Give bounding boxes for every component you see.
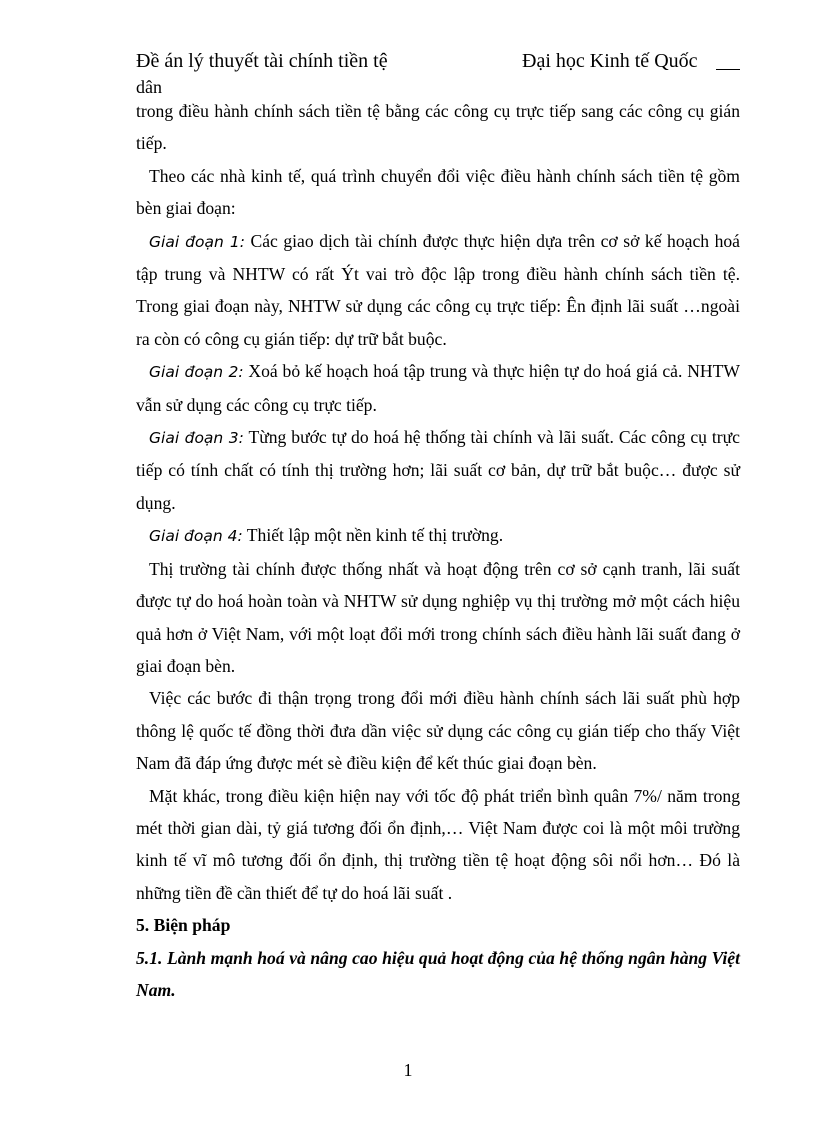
header-title-left: Đề án lý thuyết tài chính tiền tệ xyxy=(136,50,388,72)
header-underline-extension xyxy=(716,69,740,70)
stage-text: Thiết lập một nền kinh tế thị trường. xyxy=(242,525,504,546)
stage-label: Giai đoạn 1: xyxy=(149,232,245,251)
section-heading: 5. Biện pháp xyxy=(136,915,231,936)
page-number: 1 xyxy=(403,1060,413,1080)
header-title-continuation: dân xyxy=(136,77,162,97)
paragraph-stage-4 xyxy=(136,519,740,552)
running-header xyxy=(136,50,740,72)
paragraph: Theo các nhà kinh tế, quá trình chuyển đổi việc điều hành chính sách tiền tệ gồm bèn giai đoạn: xyxy=(136,165,740,219)
subsection-heading: 5.1. Lành mạnh hoá và nâng cao hiệu quả hoạt động của hệ thống ngân hàng Việt Nam. xyxy=(136,947,740,1000)
stage-text: Các giao dịch tài chính được thực hiện dựa trên cơ sở kế hoạch hoá tập trung và NHTW có rất Ýt vai trò độc lập trong điều hành chính sách tiền tệ. Trong giai đoạn này, NHTW sử dụng các công cụ trực tiếp: Ên định lãi suất …ngoài ra còn có công cụ gián tiếp: dự trữ bắt buộc. xyxy=(136,230,740,349)
header-title-right: Đại học Kinh tế Quốc xyxy=(522,50,698,72)
stage-label: Giai đoạn 4: xyxy=(149,527,243,546)
paragraph: trong điều hành chính sách tiền tệ bằng các công cụ trực tiếp sang các công cụ gián tiếp. xyxy=(136,101,740,154)
stage-text: Xoá bỏ kế hoạch hoá tập trung và thực hiện tự do hoá giá cả. NHTW vẫn sử dụng các công cụ trực tiếp. xyxy=(136,361,740,415)
stage-label: Giai đoạn 2: xyxy=(149,363,244,382)
paragraph: Thị trường tài chính được thống nhất và hoạt động trên cơ sở cạnh tranh, lãi suất được tự do hoá hoàn toàn và NHTW sử dụng nghiệp vụ thị trường mở một cách hiệu quả hơn ở Việt Nam, với một loạt đổi mới trong chính sách điều hành lãi suất đang ở giai đoạn bèn. xyxy=(136,558,740,676)
paragraph-stage-1 xyxy=(136,225,740,356)
paragraph: Việc các bước đi thận trọng trong đổi mới điều hành chính sách lãi suất phù hợp thông lệ quốc tế đồng thời đưa dần việc sử dụng các công cụ gián tiếp cho thấy Việt Nam đã đáp ứng được mét sè điều kiện để kết thúc giai đoạn bèn. xyxy=(136,688,740,774)
paragraph: Mặt khác, trong điều kiện hiện nay với tốc độ phát triển bình quân 7%/ năm trong mét thời gian dài, tỷ giá tương đối ổn định,… Việt Nam được coi là một môi trường kinh tế vĩ mô tương đối ổn định, thị trường tiền tệ hoạt động sôi nổi hơn… Đó là những tiền đề cần thiết để tự do hoá lãi suất . xyxy=(136,785,740,903)
stage-text: Từng bước tự do hoá hệ thống tài chính và lãi suất. Các công cụ trực tiếp có tính chất có tính thị trường hơn; lãi suất cơ bản, dự trữ bắt buộc… được sử dụng. xyxy=(136,427,740,513)
paragraph-stage-3 xyxy=(136,421,740,519)
stage-label: Giai đoạn 3: xyxy=(149,429,244,448)
document-body xyxy=(136,95,740,1006)
paragraph-stage-2 xyxy=(136,355,740,421)
